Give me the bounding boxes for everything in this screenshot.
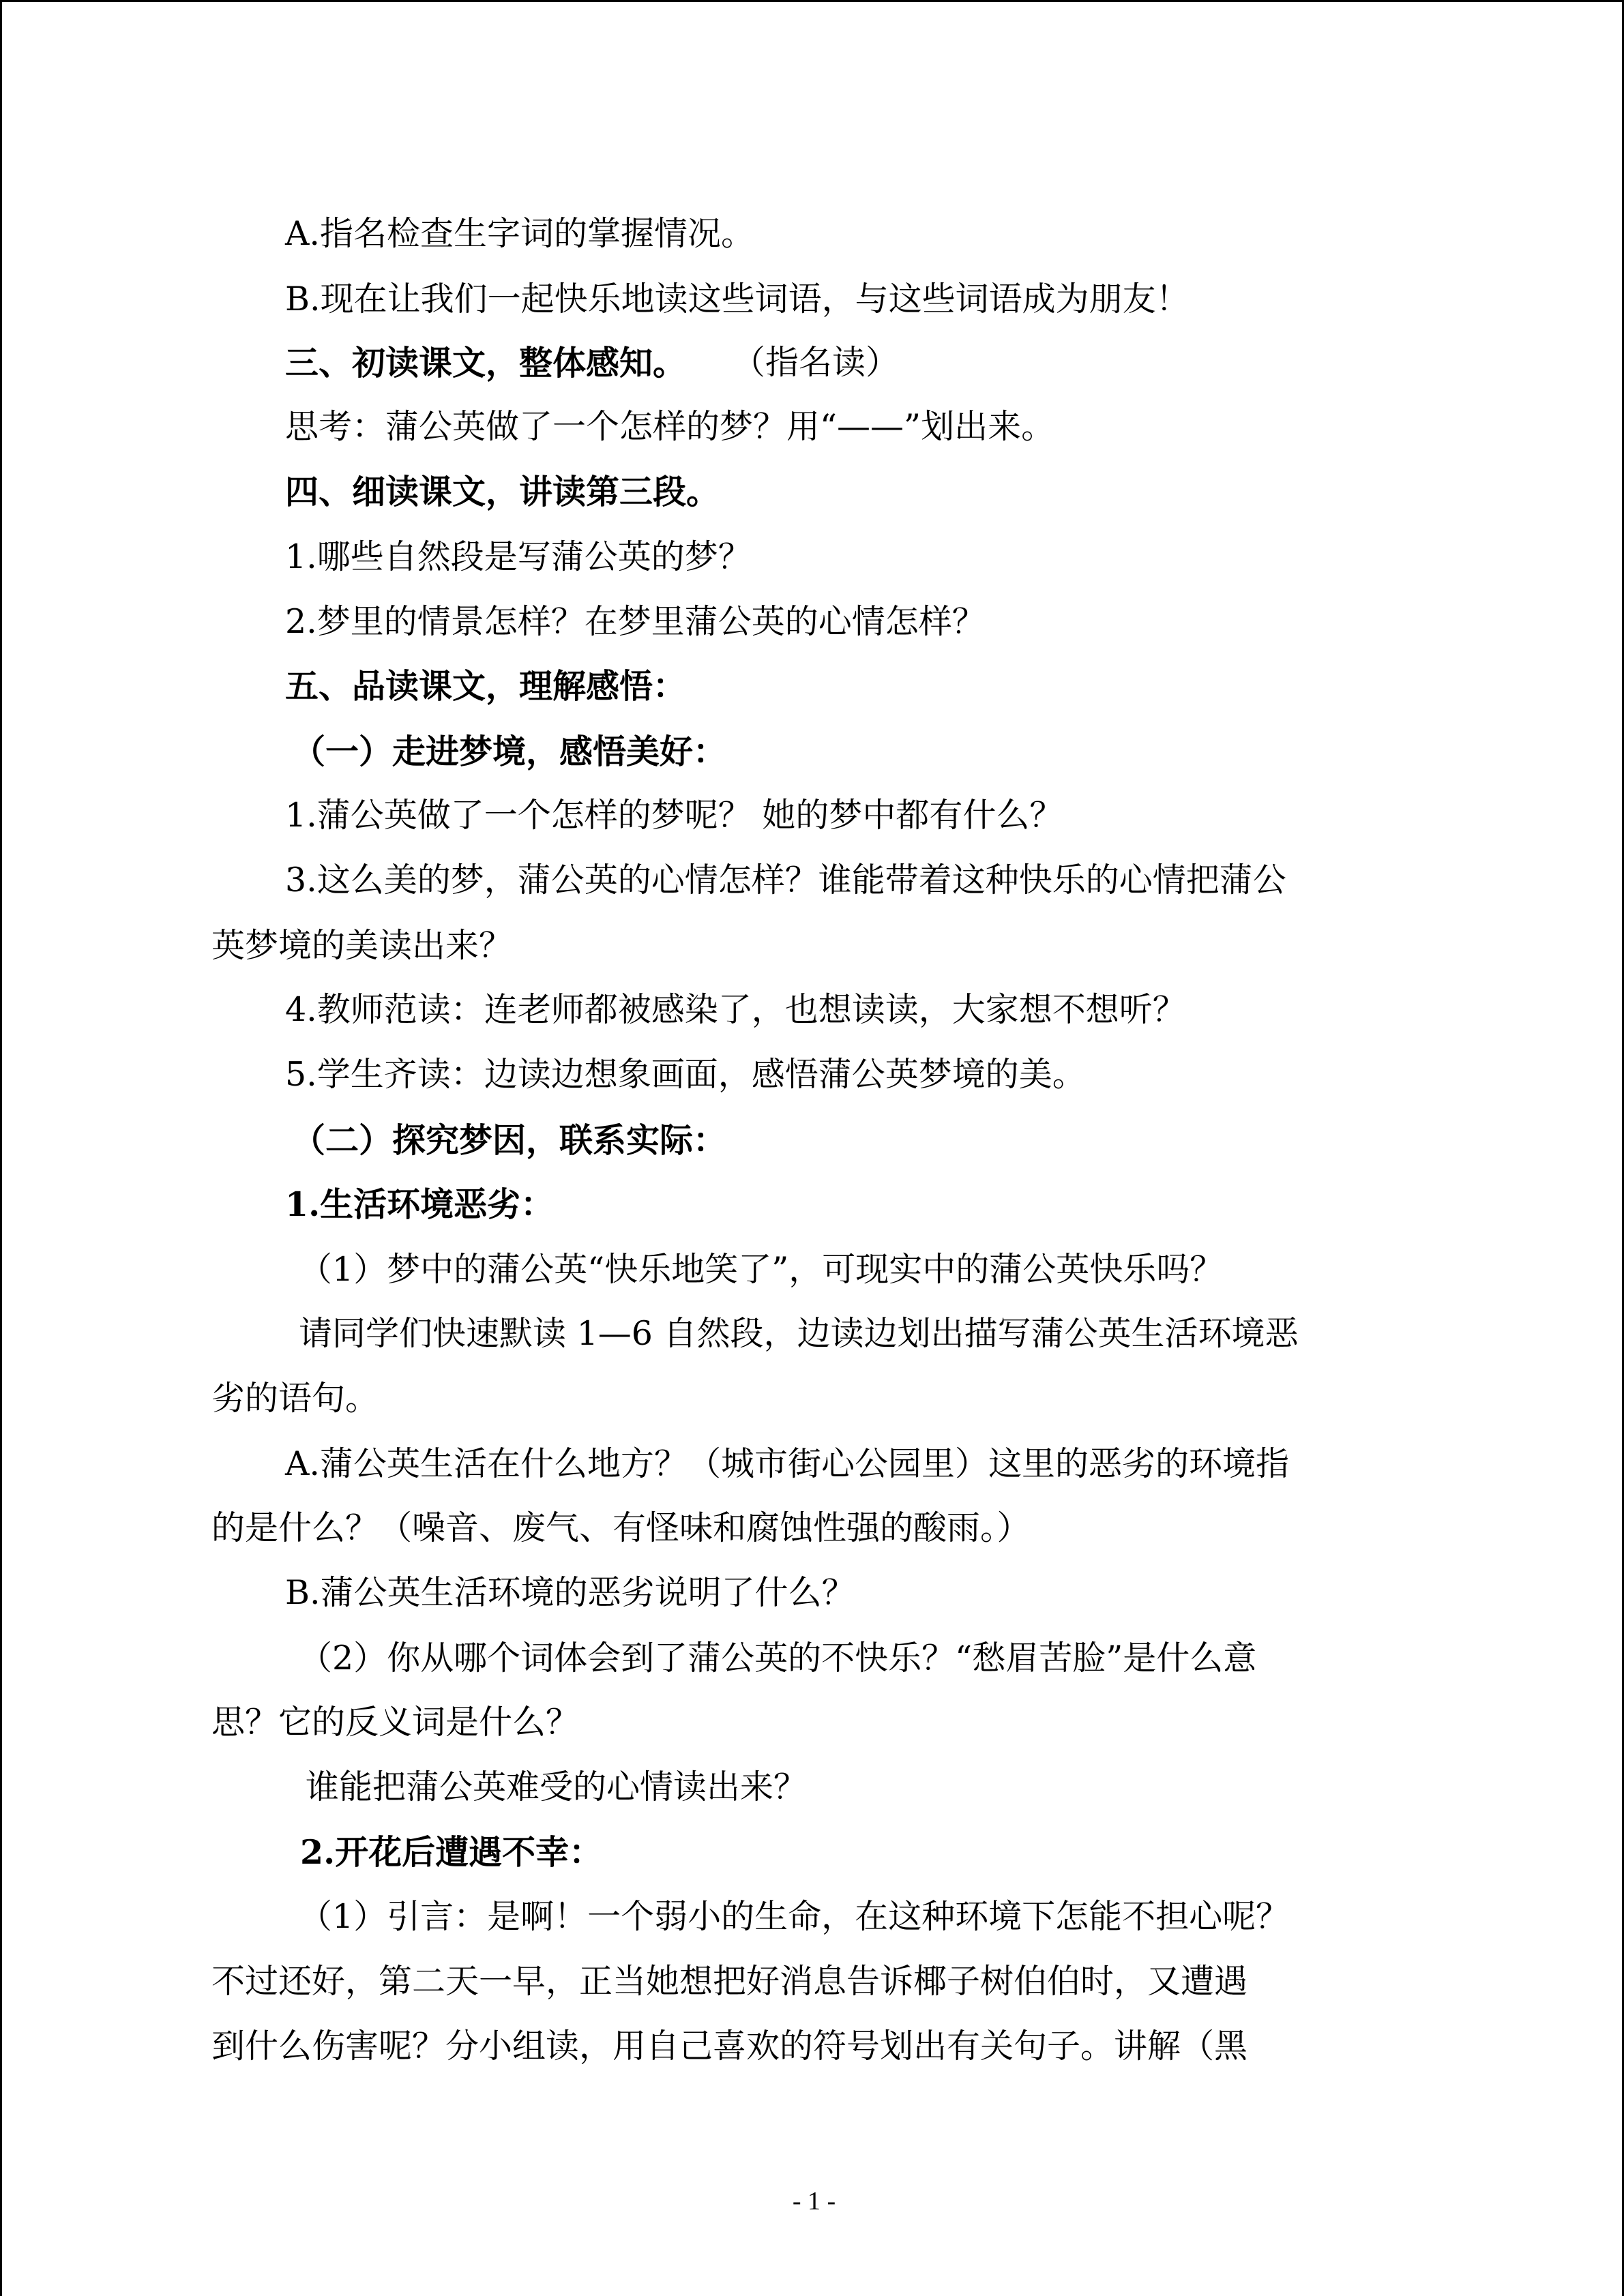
text-line: 1.哪些自然段是写蒲公英的梦？ (285, 537, 752, 576)
section-heading: 五、品读课文，理解感悟： (285, 666, 687, 706)
text-line: A.蒲公英生活在什么地方？（城市街心公园里）这里的恶劣的环境指 (285, 1444, 1289, 1483)
text-line: 到什么伤害呢？分小组读，用自己喜欢的符号划出有关句子。讲解（黑 (211, 2027, 1248, 2066)
section-heading: 三、初读课文，整体感知。 (285, 343, 687, 383)
text-line: 4.教师范读：连老师都被感染了，也想读读，大家想不想听？ (285, 990, 1186, 1029)
text-line: 5.学生齐读：边读边想象画面，感悟蒲公英梦境的美。 (285, 1055, 1086, 1094)
text-line: 3.这么美的梦，蒲公英的心情怎样？谁能带着这种快乐的心情把蒲公 (285, 861, 1286, 899)
subsection-heading: 1.生活环境恶劣： (285, 1184, 555, 1224)
subsection-heading: （一）走进梦境，感悟美好： (292, 732, 727, 771)
subsection-heading: 2.开花后遭遇不幸： (300, 1832, 603, 1872)
text-line: （2）你从哪个词体会到了蒲公英的不快乐？“愁眉苦脸”是什么意 (299, 1639, 1257, 1678)
text-line: A.指名检查生字词的掌握情况。 (285, 214, 754, 253)
text-line: B.蒲公英生活环境的恶劣说明了什么？ (285, 1573, 855, 1612)
text-line: 2.梦里的情景怎样？在梦里蒲公英的心情怎样？ (285, 602, 986, 641)
text-line: 英梦境的美读出来？ (211, 926, 513, 965)
text-line: （指名读） (732, 343, 900, 382)
text-line: B.现在让我们一起快乐地读这些词语，与这些词语成为朋友！ (285, 280, 1190, 318)
text-line: 谁能把蒲公英难受的心情读出来？ (306, 1768, 808, 1806)
page-number: - 1 - (792, 2187, 836, 2216)
text-line: （1）梦中的蒲公英“快乐地笑了”，可现实中的蒲公英快乐吗？ (299, 1250, 1224, 1289)
section-heading: 四、细读课文，讲读第三段。 (285, 472, 720, 511)
text-line: 思？它的反义词是什么？ (211, 1703, 580, 1742)
text-line: 的是什么？（噪音、废气、有怪味和腐蚀性强的酸雨。） (211, 1508, 1031, 1547)
text-line: 请同学们快速默读 1—6 自然段，边读边划出描写蒲公英生活环境恶 (299, 1314, 1299, 1353)
text-line: （1）引言：是啊！一个弱小的生命，在这种环境下怎能不担心呢？ (299, 1897, 1290, 1936)
text-line: 不过还好，第二天一早，正当她想把好消息告诉椰子树伯伯时，又遭遇 (211, 1962, 1248, 2001)
text-line: 思考：蒲公英做了一个怎样的梦？用“——”划出来。 (285, 407, 1055, 446)
subsection-heading: （二）探究梦因，联系实际： (292, 1120, 727, 1160)
text-line: 1.蒲公英做了一个怎样的梦呢？ 她的梦中都有什么？ (285, 796, 1063, 835)
text-line: 劣的语句。 (211, 1379, 379, 1418)
